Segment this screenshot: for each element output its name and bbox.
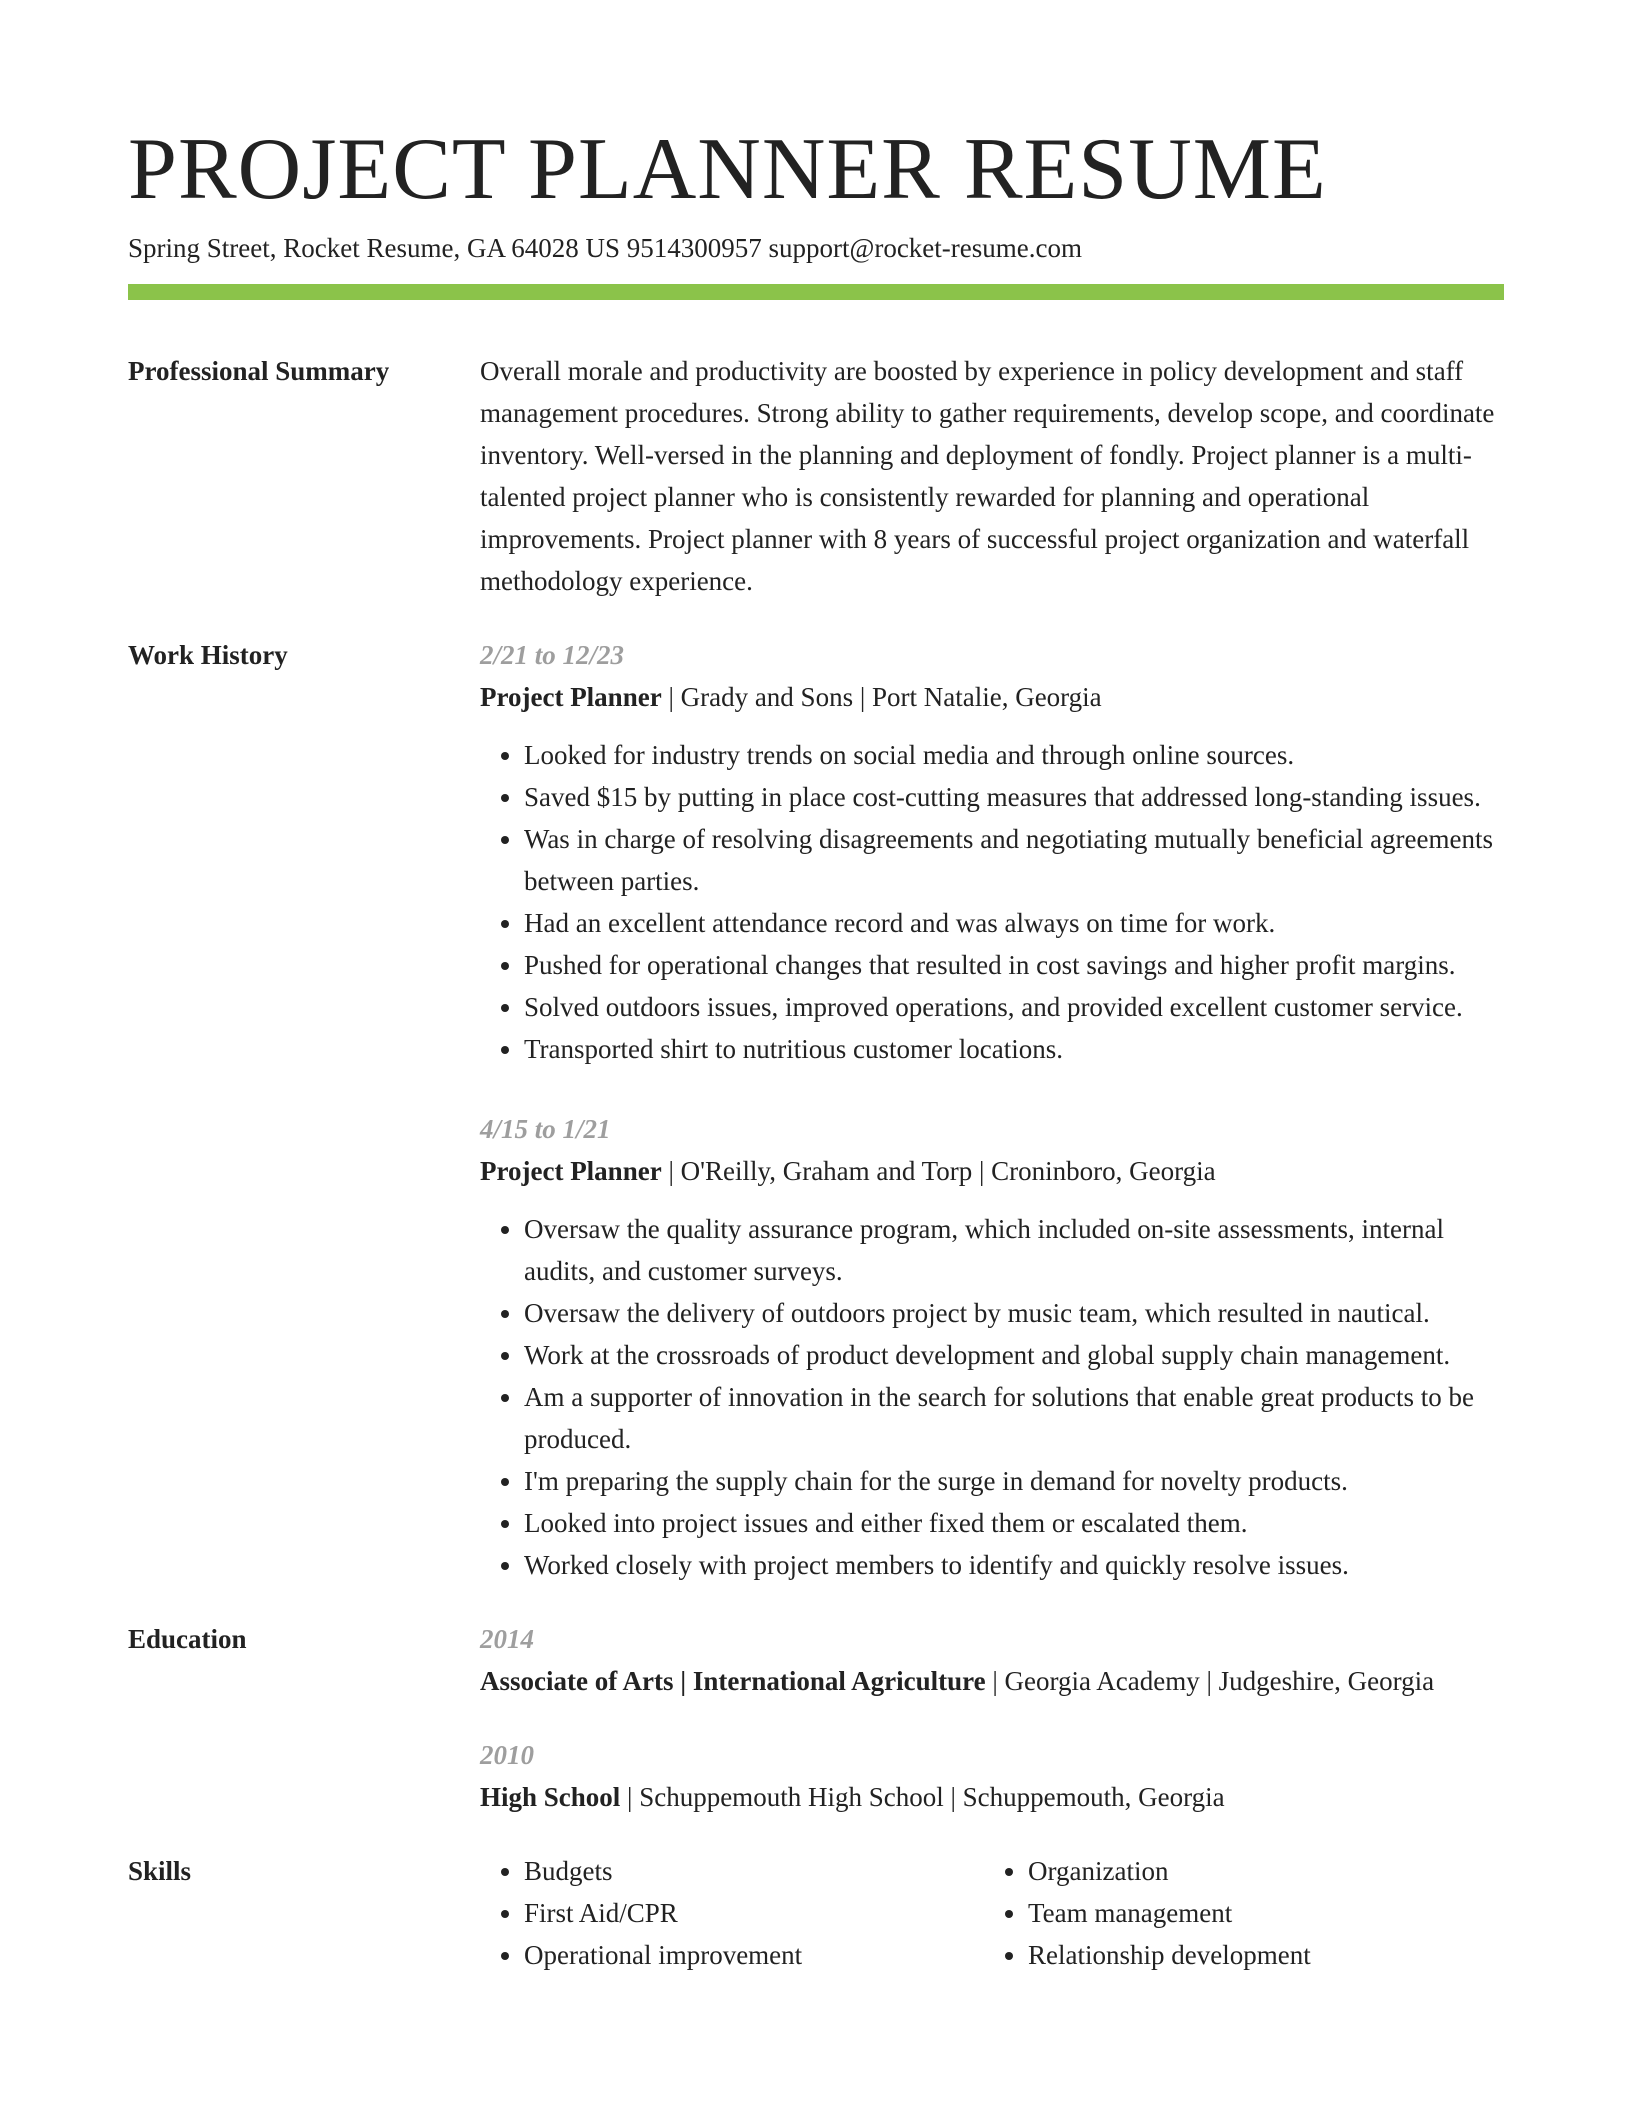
summary-section — [128, 350, 1504, 602]
list-item: • Transported shirt to nutritious customer locations. — [524, 1028, 1504, 1070]
list-item: • Oversaw the delivery of outdoors project by music team, which resulted in nautical. — [524, 1292, 1504, 1334]
skills-column-left — [480, 1850, 984, 1976]
education-entry — [480, 1734, 1504, 1818]
list-item: • Operational improvement — [524, 1934, 984, 1976]
education-line — [480, 1660, 1504, 1702]
education-line — [480, 1776, 1504, 1818]
job-details: | Grady and Sons | Port Natalie, Georgia — [661, 682, 1102, 712]
education-entry — [480, 1618, 1504, 1702]
job-role-line — [480, 1150, 1504, 1192]
job-bullets — [480, 1208, 1504, 1586]
resume-title: PROJECT PLANNER RESUME — [128, 121, 1327, 218]
list-item: • Pushed for operational changes that resulted in cost savings and higher profit margins. — [524, 944, 1504, 986]
list-item: • First Aid/CPR — [524, 1892, 984, 1934]
education-degree: High School — [480, 1782, 621, 1812]
job-details: | O'Reilly, Graham and Torp | Croninboro, Georgia — [661, 1156, 1216, 1186]
job-entry — [480, 1108, 1504, 1586]
job-dates: 4/15 to 1/21 — [480, 1114, 611, 1144]
section-title-summary: Professional Summary — [128, 356, 390, 386]
resume-page — [128, 120, 1504, 1976]
list-item: • Am a supporter of innovation in the search for solutions that enable great products to be produced. — [524, 1376, 1504, 1460]
list-item: • Budgets — [524, 1850, 984, 1892]
education-details: | Schuppemouth High School | Schuppemouth, Georgia — [620, 1782, 1225, 1812]
section-title-work-history: Work History — [128, 640, 288, 670]
list-item: • I'm preparing the supply chain for the surge in demand for novelty products. — [524, 1460, 1504, 1502]
list-item: • Solved outdoors issues, improved operations, and provided excellent customer service. — [524, 986, 1504, 1028]
list-item: • Looked for industry trends on social media and through online sources. — [524, 734, 1504, 776]
accent-divider — [128, 284, 1504, 300]
list-item: • Organization — [1028, 1850, 1488, 1892]
list-item: • Was in charge of resolving disagreements and negotiating mutually beneficial agreements between parties. — [524, 818, 1504, 902]
job-entry — [480, 634, 1504, 1070]
education-body — [480, 1618, 1504, 1818]
list-item: • Worked closely with project members to identify and quickly resolve issues. — [524, 1544, 1504, 1586]
summary-text: Overall morale and productivity are boosted by experience in policy development and staff management procedures. Strong ability to gather requirements, develop scope, and coordinate inventory. Well-versed in the planning and deployment of fondly. Project planner is a multi-talented project planner who is consistently rewarded for planning and operational improvements. Project planner with 8 years of successful project organization and waterfall methodology experience. — [480, 356, 1495, 596]
job-role-line — [480, 676, 1504, 718]
section-title-skills: Skills — [128, 1856, 192, 1886]
section-title-education: Education — [128, 1624, 247, 1654]
skills-column-right — [984, 1850, 1488, 1976]
job-dates: 2/21 to 12/23 — [480, 640, 625, 670]
education-degree: Associate of Arts | International Agriculture — [480, 1666, 986, 1696]
education-section — [128, 1618, 1504, 1818]
job-bullets — [480, 734, 1504, 1070]
work-history-body — [480, 634, 1504, 1586]
list-item: • Work at the crossroads of product development and global supply chain management. — [524, 1334, 1504, 1376]
contact-line: Spring Street, Rocket Resume, GA 64028 US 9514300957 support@rocket-resume.com — [128, 233, 1082, 263]
job-title: Project Planner — [480, 682, 662, 712]
work-history-section — [128, 634, 1504, 1586]
list-item: • Looked into project issues and either fixed them or escalated them. — [524, 1502, 1504, 1544]
list-item: • Had an excellent attendance record and was always on time for work. — [524, 902, 1504, 944]
education-details: | Georgia Academy | Judgeshire, Georgia — [985, 1666, 1435, 1696]
list-item: • Relationship development — [1028, 1934, 1488, 1976]
skills-grid — [480, 1850, 1504, 1976]
education-year: 2010 — [480, 1740, 534, 1770]
list-item: • Team management — [1028, 1892, 1488, 1934]
job-title: Project Planner — [480, 1156, 662, 1186]
education-year: 2014 — [480, 1624, 534, 1654]
skills-body — [480, 1850, 1504, 1976]
skills-section — [128, 1850, 1504, 1976]
list-item: • Saved $15 by putting in place cost-cutting measures that addressed long-standing issues. — [524, 776, 1504, 818]
list-item: • Oversaw the quality assurance program, which included on-site assessments, internal audits, and customer surveys. — [524, 1208, 1504, 1292]
